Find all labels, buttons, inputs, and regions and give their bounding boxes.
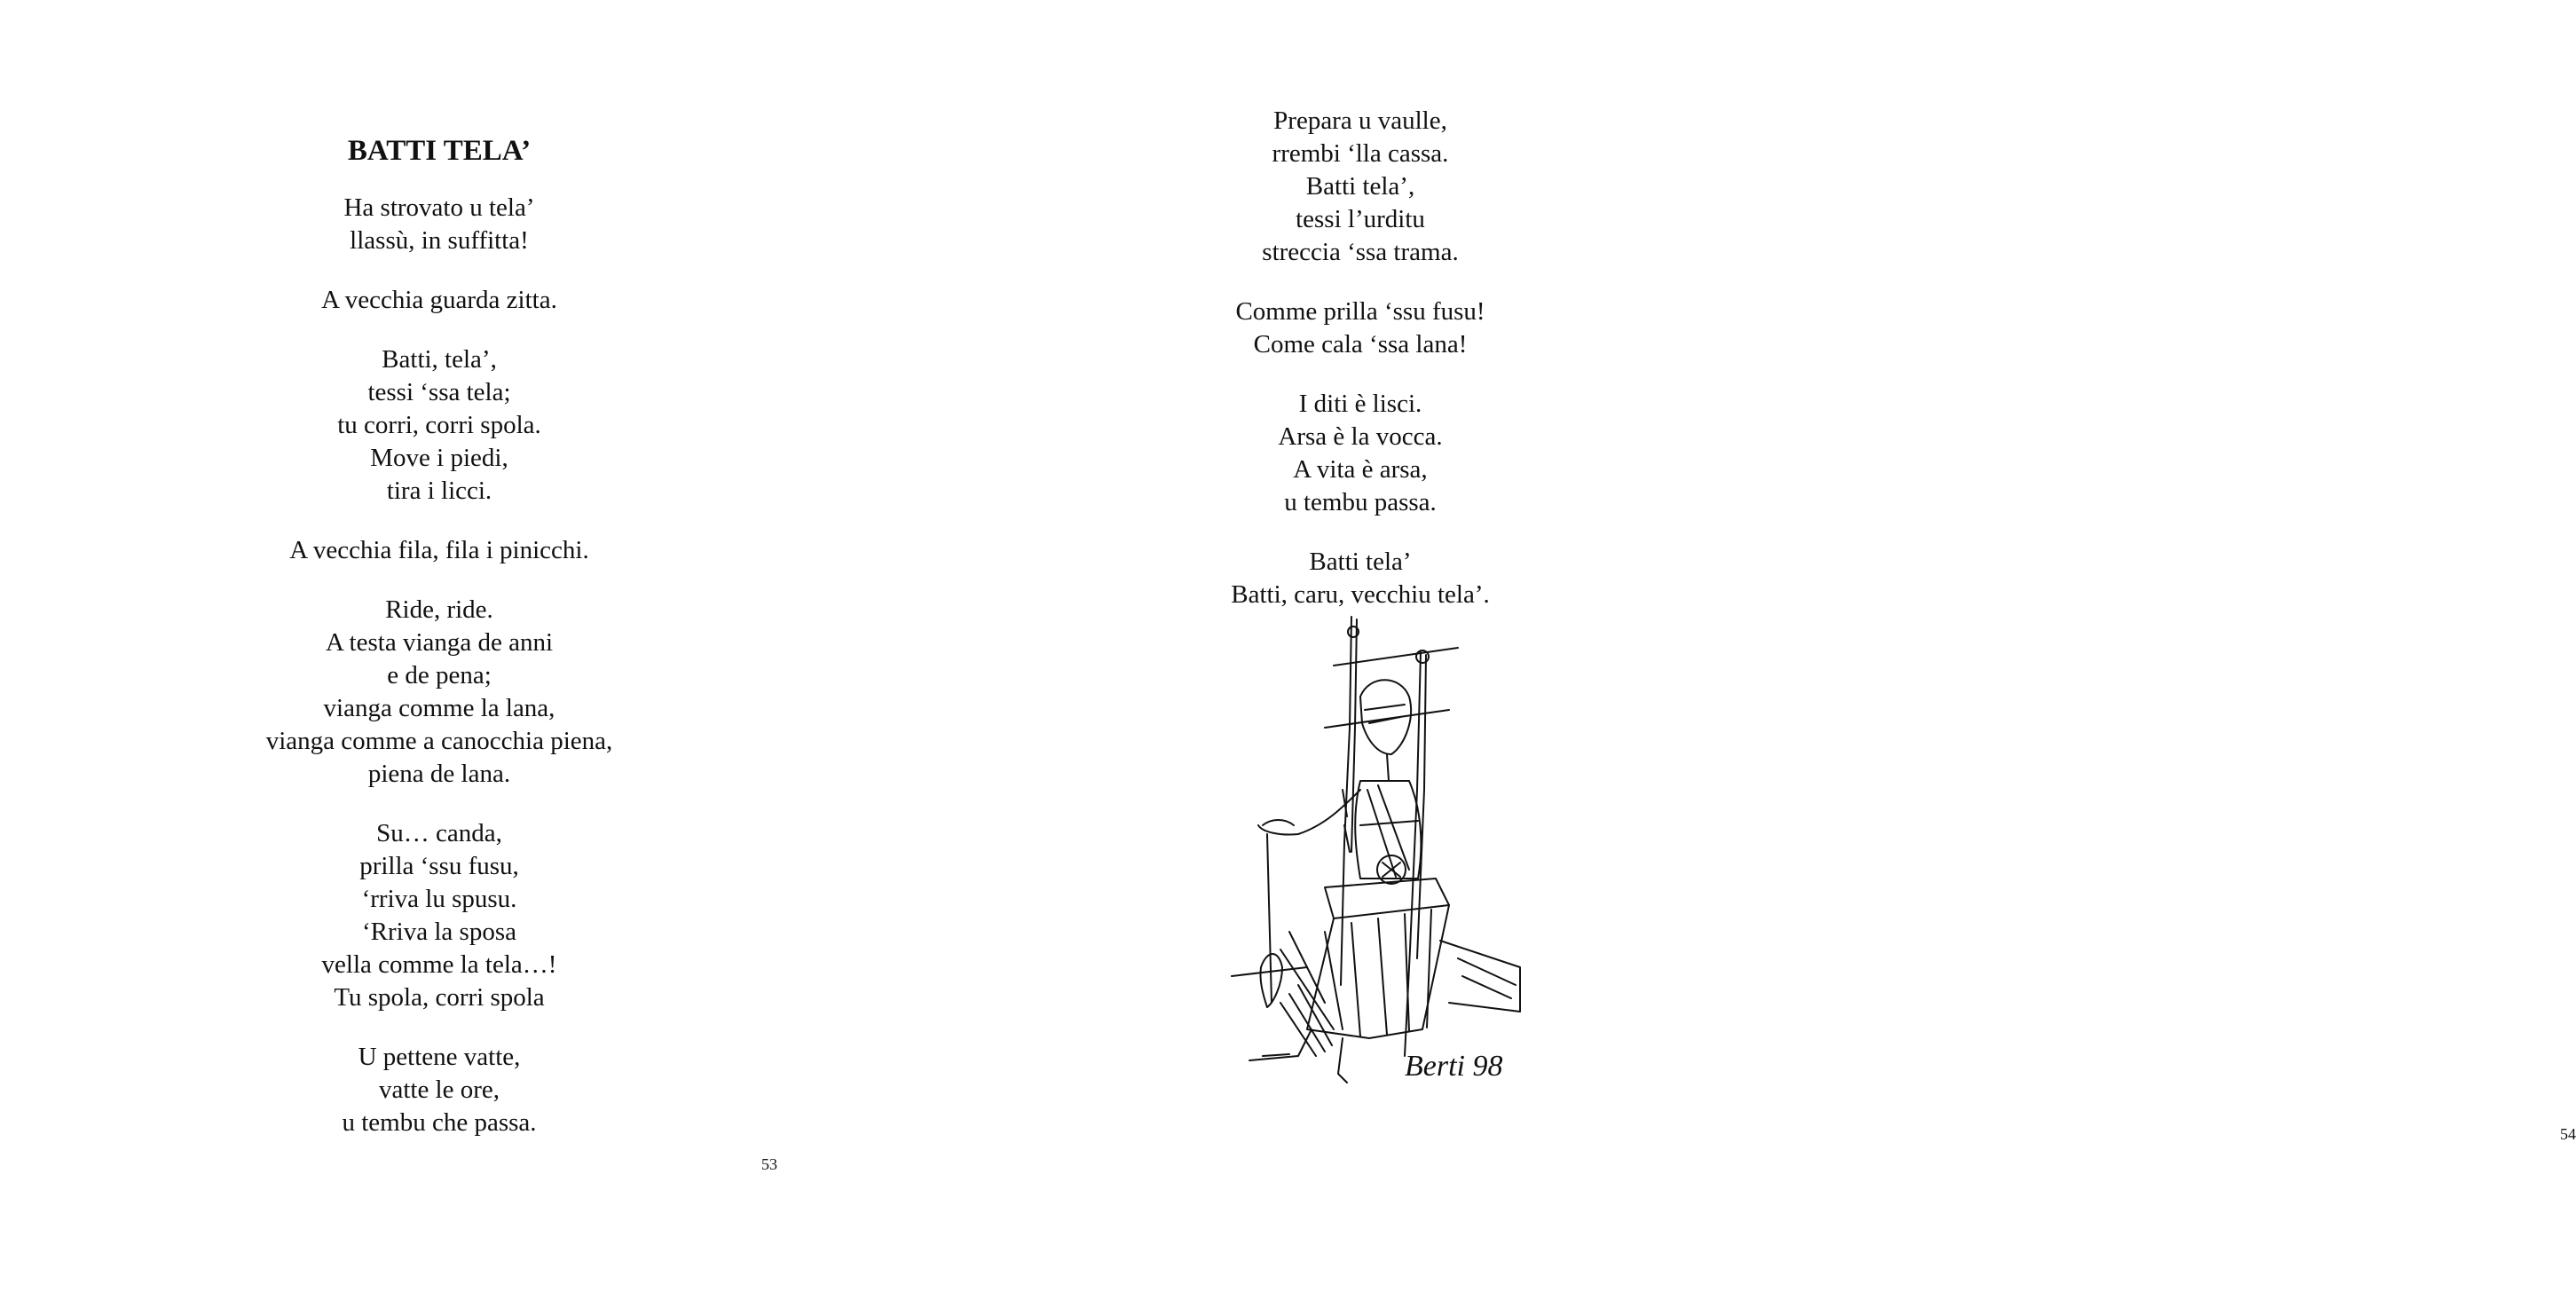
verse-line: e de pena;: [387, 661, 492, 689]
verse-line: Batti tela’: [1309, 548, 1412, 576]
right-poem-column: [1147, 105, 1573, 638]
left-stanzas: [204, 192, 674, 1139]
verse-line: A vita è arsa,: [1293, 455, 1428, 484]
verse-line: Tu spola, corri spola: [334, 983, 545, 1012]
left-page: [0, 0, 926, 1308]
right-stanzas: [1147, 105, 1573, 611]
poem-title: BATTI TELA’: [347, 135, 532, 167]
verse-line: vatte le ore,: [378, 1076, 500, 1104]
verse-line: Batti tela’,: [1305, 172, 1415, 201]
verse-line: A vecchia fila, fila i pinicchi.: [289, 536, 589, 564]
verse-line: u tembu passa.: [1284, 488, 1437, 516]
verse-line: piena de lana.: [367, 760, 511, 788]
verse-line: ‘rriva lu spusu.: [361, 885, 517, 913]
verse-line: Su… canda,: [376, 819, 502, 847]
verse-line: A vecchia guarda zitta.: [321, 286, 557, 314]
stanza: [204, 192, 674, 257]
verse-line: Comme prilla ‘ssu fusu!: [1235, 297, 1485, 326]
verse-line: Batti, tela’,: [382, 345, 497, 374]
verse-line: prilla ‘ssu fusu,: [359, 852, 519, 880]
verse-line: Move i piedi,: [370, 444, 508, 472]
left-poem-column: [204, 133, 674, 1166]
verse-line: A testa vianga de anni: [325, 628, 554, 657]
stanza: [204, 817, 674, 1014]
stanza: [1147, 546, 1573, 611]
verse-line: Prepara u vaulle,: [1273, 106, 1447, 135]
verse-line: streccia ‘ssa trama.: [1262, 238, 1459, 266]
stanza: [1147, 105, 1573, 269]
spinner-woman-illustration: [1227, 612, 1556, 1091]
verse-line: vianga comme a canocchia piena,: [265, 727, 613, 755]
verse-line: Come cala ‘ssa lana!: [1253, 330, 1468, 359]
stanza: [204, 534, 674, 567]
verse-line: I diti è lisci.: [1298, 390, 1422, 418]
right-page: [926, 0, 2576, 1308]
stanza: [204, 1041, 674, 1139]
verse-line: llassù, in suffitta!: [350, 226, 529, 255]
stanza: [204, 594, 674, 791]
stanza: [1147, 388, 1573, 519]
stanza: [1147, 295, 1573, 361]
verse-line: u tembu che passa.: [342, 1108, 537, 1137]
verse-line: U pettene vatte,: [358, 1043, 521, 1071]
verse-line: Batti, caru, vecchiu tela’.: [1231, 580, 1490, 609]
verse-line: tessi ‘ssa tela;: [367, 378, 511, 406]
verse-line: Ha strovato u tela’: [343, 193, 535, 222]
verse-line: rrembi ‘lla cassa.: [1272, 139, 1449, 168]
verse-line: ‘Rriva la sposa: [362, 918, 516, 946]
verse-line: vella comme la tela…!: [321, 950, 557, 979]
verse-line: tu corri, corri spola.: [337, 411, 541, 439]
verse-line: tira i licci.: [386, 477, 492, 505]
verse-line: Arsa è la vocca.: [1278, 422, 1443, 451]
stanza: [204, 343, 674, 508]
verse-line: Ride, ride.: [385, 595, 493, 624]
page-number-right: 54: [2560, 1125, 2576, 1143]
verse-line: tessi l’urditu: [1296, 205, 1425, 233]
illustration-strokes: [1232, 617, 1520, 1083]
illustration-signature: Berti 98: [1405, 1050, 1503, 1083]
stanza: [204, 284, 674, 317]
verse-line: vianga comme la lana,: [323, 694, 555, 722]
page-number-left: 53: [761, 1155, 777, 1173]
